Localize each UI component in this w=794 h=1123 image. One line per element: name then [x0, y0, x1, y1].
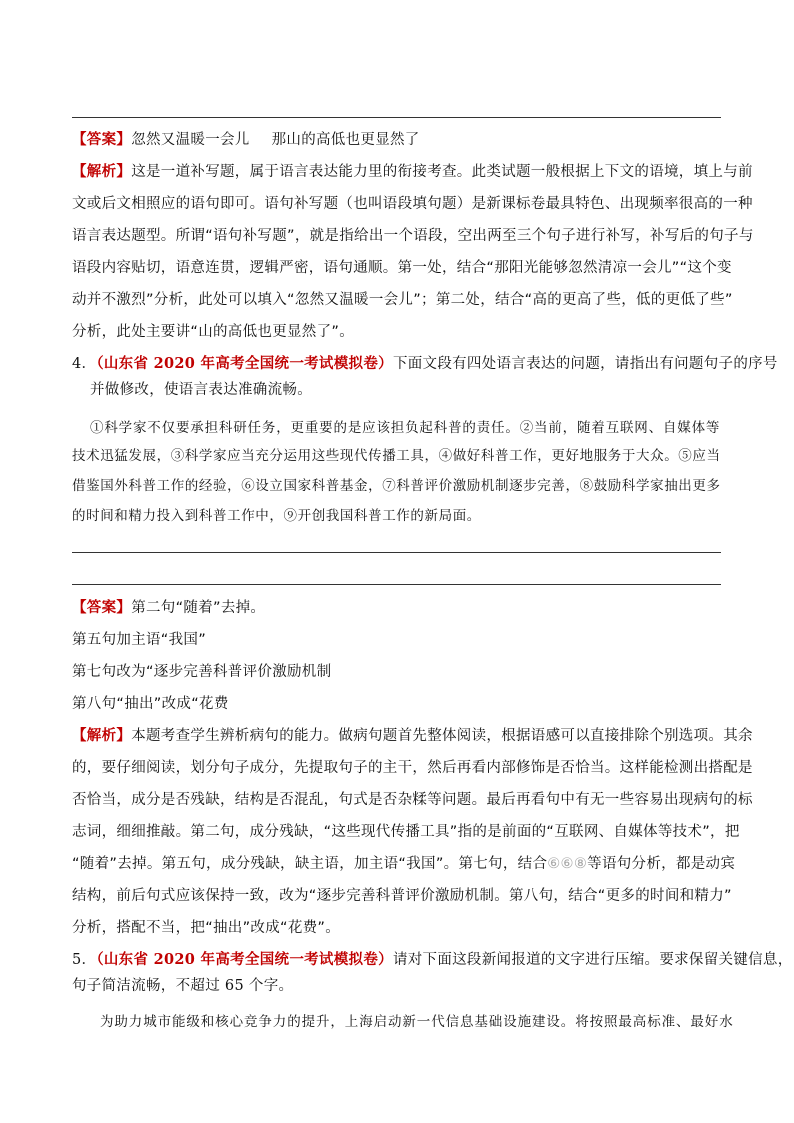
question-prompt: 请对下面这段新闻报道的文字进行压缩。要求保留关键信息，: [392, 952, 793, 968]
passage-line: 的时间和精力投入到科普工作中，⑨开创我国科普工作的新局面。: [72, 508, 481, 524]
analysis-line: 文或后文相照应的语句即可。语句补写题（也叫语段填句题）是新课标卷最具特色、出现频率很高的一种: [72, 196, 753, 212]
analysis-label: 【解析】: [72, 728, 132, 744]
answer-text-a: 忽然又温暖一会儿: [131, 132, 250, 148]
analysis-text: 本题考查学生辨析病句的能力。做病句题首先整体阅读，根据语感可以直接排除个别选项。其余: [131, 728, 753, 744]
analysis-line: [72, 162, 753, 182]
answer-label: 【答案】: [72, 132, 132, 148]
analysis-text: “随着”去掉。第五句，成分残缺，缺主语，加主语“我国”。第七句，结合: [72, 856, 548, 872]
passage-line: 技术迅猛发展，③科学家应当充分运用这些现代传播工具，④做好科普工作，更好地服务于大众。⑤应当: [72, 448, 721, 464]
analysis-line: 的，要仔细阅读，划分句子成分，先提取句子的主干，然后再看内部修饰是否恰当。这样能检测出搭配是: [72, 760, 753, 776]
analysis-line: 语段内容贴切，语意连贯，逻辑严密，语句通顺。第一处，结合“那阳光能够忽然清凉一会儿”“这个变: [72, 260, 732, 276]
analysis-line: 语言表达题型。所谓“语句补写题”，就是指给出一个语段，空出两至三个句子进行补写，补写后的句子与: [72, 228, 754, 244]
question-number: 5．: [72, 952, 97, 968]
passage-line: ①科学家不仅要承担科研任务，更重要的是应该担负起科普的责任。②当前，随着互联网、自媒体等: [90, 420, 720, 436]
question-source: （山东省 2020 年高考全国统一考试模拟卷）: [96, 951, 393, 968]
analysis-text: 这是一道补写题，属于语言表达能力里的衔接考查。此类试题一般根据上下文的语境，填上与前: [131, 164, 753, 180]
question-5-heading: [72, 950, 793, 970]
answer-line: 第五句加主语“我国”: [72, 632, 207, 648]
passage-line: 为助力城市能级和核心竞争力的提升，上海启动新一代信息基础设施建设。将按照最高标准、最好水: [100, 1014, 734, 1030]
answer-line: 第七句改为“逐步完善科普评价激励机制: [72, 664, 332, 680]
analysis-line: 结构，前后句式应该保持一致，改为“逐步完善科普评价激励机制。第八句，结合“更多的时间和精力”: [72, 888, 732, 904]
answer-blank-line: [72, 552, 721, 553]
answer-text: 第二句“随着”去掉。: [131, 600, 266, 616]
question-number: 4．: [72, 356, 97, 372]
analysis-line: [72, 726, 753, 746]
analysis-line: 否恰当，成分是否残缺，结构是否混乱，句式是否杂糅等问题。最后再看句中有无一些容易出现病句的标: [72, 792, 753, 808]
word-limit: 65: [224, 978, 244, 994]
answer-line: 第八句“抽出”改成“花费: [72, 696, 229, 712]
analysis-text: 等语句分析，都是动宾: [587, 856, 736, 872]
analysis-line: 分析，搭配不当，把“抽出”改成“花费”。: [72, 920, 341, 936]
answer-line: [72, 130, 724, 150]
answer-text-b: 那山的高低也更显然了: [271, 132, 420, 148]
question-4-heading: [72, 354, 778, 374]
analysis-line: [72, 854, 736, 874]
analysis-line: 志词，细细推敲。第二句，成分残缺，“这些现代传播工具”指的是前面的“互联网、自媒体等技术”，把: [72, 824, 740, 840]
passage-line: 借鉴国外科普工作的经验，⑥设立国家科普基金，⑦科普评价激励机制逐步完善，⑧鼓励科学家抽出更多: [72, 478, 721, 494]
analysis-line: 分析，此处主要讲“山的高低也更显然了”。: [72, 324, 355, 340]
analysis-label: 【解析】: [72, 164, 132, 180]
question-prompt-cont: 并做修改，使语言表达准确流畅。: [90, 382, 312, 398]
analysis-line: 动并不激烈”分析，此处可以填入“忽然又温暖一会儿”；第二处，结合“高的更高了些，低的更低了些”: [72, 292, 733, 308]
circled-numbers: ⑥⑥⑧: [547, 856, 588, 872]
question-prompt-cont: [72, 976, 724, 996]
prompt-text: 句子简洁流畅，不超过: [72, 978, 225, 994]
answer-blank-line: [72, 584, 721, 585]
answer-line: [72, 598, 724, 618]
question-prompt: 下面文段有四处语言表达的问题，请指出有问题句子的序号: [392, 356, 778, 372]
question-source: （山东省 2020 年高考全国统一考试模拟卷）: [96, 355, 393, 372]
top-divider: [72, 117, 721, 118]
answer-label: 【答案】: [72, 600, 132, 616]
prompt-text: 个字。: [243, 978, 294, 994]
